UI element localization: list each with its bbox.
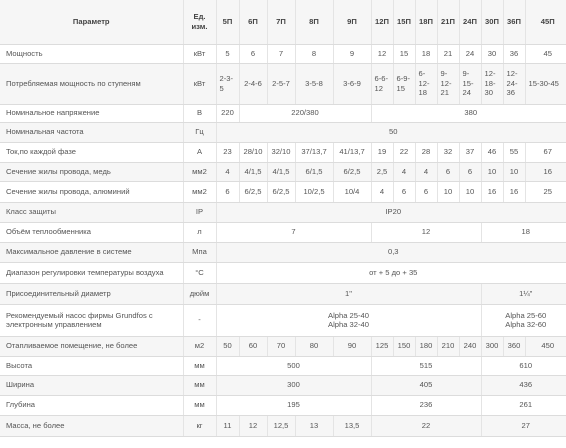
row-label: Сечение жилы провода, медь [0,162,183,181]
pump-model: Alpha 32-60 [505,320,547,329]
row-unit: Мпа [183,242,216,262]
cell: 2-3-5 [216,63,239,104]
cell [216,304,481,336]
cell: 6 [393,181,415,202]
cell: 220/380 [239,104,371,122]
cell: 46 [481,142,503,162]
header-model: 15П [393,0,415,44]
cell: 5 [216,44,239,63]
row-unit: мм2 [183,162,216,181]
row-label: Объём теплообменника [0,222,183,242]
cell: 10 [481,162,503,181]
cell: 4 [371,181,393,202]
row-unit: А [183,142,216,162]
cell: 3-5-8 [295,63,333,104]
cell: 27 [481,415,566,436]
cell: 8 [295,44,333,63]
cell: 195 [216,395,371,415]
header-row [0,0,566,44]
header-model: 18П [415,0,437,44]
cell: 125 [371,336,393,356]
cell: 37/13,7 [295,142,333,162]
row-unit: мм [183,375,216,395]
cell: 261 [481,395,566,415]
row-hx [0,222,566,242]
cell [481,304,566,336]
cell: 6 [437,162,459,181]
cell: 1" [216,283,481,304]
header-model: 5П [216,0,239,44]
cell: 6-12-18 [415,63,437,104]
cell: 21 [437,44,459,63]
row-unit: дюйм [183,283,216,304]
cell: 25 [525,181,566,202]
row-unit: Гц [183,122,216,142]
cell: IP20 [216,202,566,222]
row-unit: кВт [183,44,216,63]
cell: 16 [525,162,566,181]
row-label: Диапазон регулировки температуры воздуха [0,262,183,283]
cell: 37 [459,142,481,162]
cell: 7 [216,222,371,242]
row-label: Ширина [0,375,183,395]
pump-model: Alpha 25-40 [328,310,369,320]
cell: 28 [415,142,437,162]
row-label: Масса, не более [0,415,183,436]
header-model: 12П [371,0,393,44]
cell: 80 [295,336,333,356]
row-unit: В [183,104,216,122]
cell: 210 [437,336,459,356]
cell: 10/2,5 [295,181,333,202]
row-label: Мощность [0,44,183,63]
cell: 6 [415,181,437,202]
row-al [0,181,566,202]
row-ip [0,202,566,222]
cell: 436 [481,375,566,395]
cell: 16 [503,181,525,202]
cell: 6-6-12 [371,63,393,104]
cell: 9-12-21 [437,63,459,104]
row-unit: мм [183,356,216,375]
cell: 19 [371,142,393,162]
row-label: Потребляемая мощность по ступеням [0,63,183,104]
cell: 12,5 [267,415,295,436]
cell: 41/13,7 [333,142,371,162]
row-cu [0,162,566,181]
cell: 24 [459,44,481,63]
cell: 360 [503,336,525,356]
row-label: Рекомендуемый насос фирмы Grundfos с электронным управлением [0,304,183,336]
row-label: Максимальное давление в системе [0,242,183,262]
cell: 6/2,5 [333,162,371,181]
cell: 4/1,5 [239,162,267,181]
cell: 67 [525,142,566,162]
cell: 220 [216,104,239,122]
cell: 36 [503,44,525,63]
header-model: 9П [333,0,371,44]
cell: 13 [295,415,333,436]
row-unit: °С [183,262,216,283]
row-unit: м2 [183,336,216,356]
row-label: Отапливаемое помещение, не более [0,336,183,356]
cell: 150 [393,336,415,356]
cell: 300 [481,336,503,356]
pump-model: Alpha 32-40 [328,320,369,329]
cell: 22 [371,415,481,436]
cell: 28/10 [239,142,267,162]
cell: 610 [481,356,566,375]
cell: 3-6-9 [333,63,371,104]
row-depth [0,395,566,415]
cell: 9 [333,44,371,63]
cell: 6/1,5 [295,162,333,181]
cell: 240 [459,336,481,356]
row-unit: л [183,222,216,242]
cell: 15-30-45 [525,63,566,104]
cell: 180 [415,336,437,356]
row-dia [0,283,566,304]
row-width [0,375,566,395]
row-unit: кВт [183,63,216,104]
header-model: 21П [437,0,459,44]
cell: 4 [216,162,239,181]
row-unit: мм2 [183,181,216,202]
row-mass [0,415,566,436]
cell: 10 [437,181,459,202]
row-current [0,142,566,162]
row-unit: IP [183,202,216,222]
cell: 2,5 [371,162,393,181]
row-label: Номинальная частота [0,122,183,142]
cell: 380 [371,104,566,122]
row-power [0,44,566,63]
cell: 22 [393,142,415,162]
cell: 6 [459,162,481,181]
cell: 1¼" [481,283,566,304]
cell: 12-24-36 [503,63,525,104]
cell: 4 [415,162,437,181]
cell: 13,5 [333,415,371,436]
row-height [0,356,566,375]
cell: 4 [393,162,415,181]
cell: 45 [525,44,566,63]
cell: 23 [216,142,239,162]
cell: 55 [503,142,525,162]
header-model: 36П [503,0,525,44]
cell: 6 [216,181,239,202]
row-label: Класс защиты [0,202,183,222]
row-label: Номинальное напряжение [0,104,183,122]
header-model: 30П [481,0,503,44]
cell: 450 [525,336,566,356]
row-voltage [0,104,566,122]
row-freq [0,122,566,142]
cell: 6/2,5 [239,181,267,202]
row-label: Сечение жилы провода, алюминий [0,181,183,202]
cell: 2-4-6 [239,63,267,104]
cell: 12 [239,415,267,436]
cell: 32 [437,142,459,162]
cell: 12-18-30 [481,63,503,104]
cell: 50 [216,336,239,356]
cell: 12 [371,222,481,242]
cell: 10/4 [333,181,371,202]
cell: 18 [415,44,437,63]
row-label: Глубина [0,395,183,415]
row-label: Высота [0,356,183,375]
cell: 236 [371,395,481,415]
cell: 6 [239,44,267,63]
cell: от + 5 до + 35 [216,262,566,283]
header-model: 45П [525,0,566,44]
cell: 30 [481,44,503,63]
cell: 50 [216,122,566,142]
header-unit: Ед. изм. [183,0,216,44]
cell: 405 [371,375,481,395]
row-unit: кг [183,415,216,436]
cell: 70 [267,336,295,356]
row-unit: мм [183,395,216,415]
row-pump [0,304,566,336]
row-temp [0,262,566,283]
cell: 32/10 [267,142,295,162]
pump-model: Alpha 25-60 [505,310,547,320]
cell: 90 [333,336,371,356]
cell: 300 [216,375,371,395]
cell: 4/1,5 [267,162,295,181]
cell: 515 [371,356,481,375]
header-param: Параметр [0,0,183,44]
cell: 2-5-7 [267,63,295,104]
cell: 9-15-24 [459,63,481,104]
row-unit: - [183,304,216,336]
row-label: Присоединительный диаметр [0,283,183,304]
header-model: 8П [295,0,333,44]
header-model: 24П [459,0,481,44]
cell: 12 [371,44,393,63]
cell: 500 [216,356,371,375]
cell: 10 [459,181,481,202]
cell: 10 [503,162,525,181]
row-room [0,336,566,356]
cell: 15 [393,44,415,63]
header-model: 6П [239,0,267,44]
cell: 6-9-15 [393,63,415,104]
cell: 0,3 [216,242,566,262]
cell: 6/2,5 [267,181,295,202]
header-model: 7П [267,0,295,44]
cell: 18 [481,222,566,242]
cell: 60 [239,336,267,356]
cell: 7 [267,44,295,63]
cell: 11 [216,415,239,436]
row-steps [0,63,566,104]
cell: 16 [481,181,503,202]
row-label: Ток,по каждой фазе [0,142,183,162]
row-press [0,242,566,262]
